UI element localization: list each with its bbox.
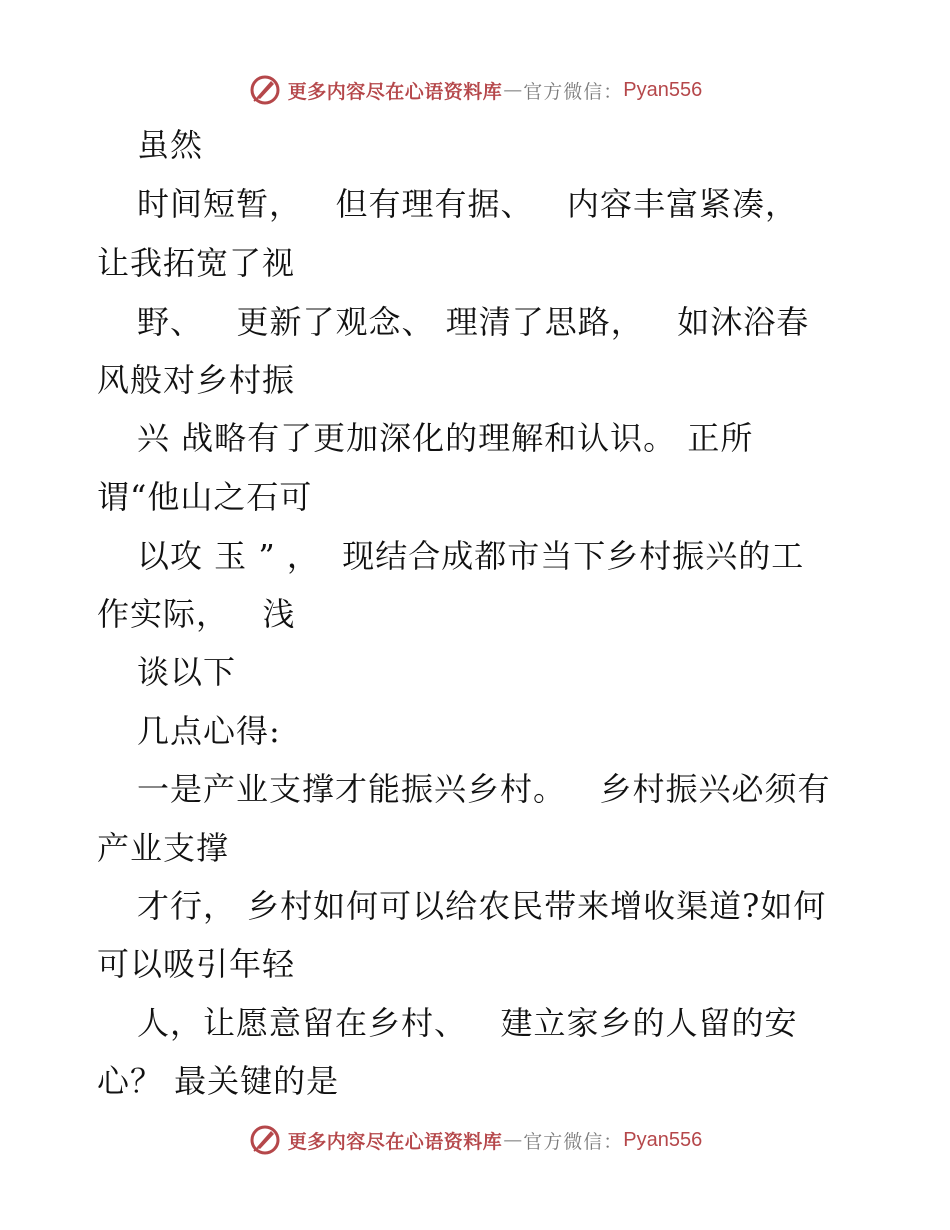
text-line: 几点心得: (137, 712, 281, 750)
text-line: 以攻 玉 ” ， 现结合成都市当下乡村振兴的工 (137, 537, 805, 575)
text-line: 人，让愿意留在乡村、 建立家乡的人留的安 (137, 1004, 798, 1042)
text-line: 谓“他山之石可 (97, 478, 313, 516)
text-line: 兴 战略有了更加深化的理解和认识。 正所 (137, 419, 754, 457)
watermark-wechat-id: Pyan556 (623, 78, 703, 101)
footer-watermark (0, 1120, 950, 1160)
text-line: 可以吸引年轻 (97, 945, 296, 983)
red-quill-seal-icon (248, 1123, 282, 1157)
watermark-dash: — (503, 79, 523, 101)
watermark-label: 官方微信： (523, 1130, 624, 1153)
watermark-wechat-id: Pyan556 (623, 1128, 703, 1151)
watermark-label: 官方微信： (523, 80, 624, 103)
text-line: 风般对乡村振 (97, 361, 296, 399)
text-line: 让我拓宽了视 (97, 244, 296, 282)
red-quill-seal-icon (248, 73, 282, 107)
watermark-group (248, 1123, 703, 1157)
watermark-site-text: 更多内容尽在心语资料库 (287, 80, 503, 103)
header-watermark (0, 70, 950, 110)
text-line: 虽然 (137, 126, 204, 164)
text-line: 时间短暂， 但有理有据、 内容丰富紧凑， (137, 185, 799, 223)
watermark-group (248, 73, 703, 107)
text-line: 一是产业支撑才能振兴乡村。 乡村振兴必须有 (137, 770, 831, 808)
watermark-site-text: 更多内容尽在心语资料库 (287, 1130, 503, 1153)
text-line: 产业支撑 (97, 829, 230, 867)
watermark-dash: — (503, 1129, 523, 1151)
text-line: 谈以下 (137, 653, 237, 691)
text-line: 才行， 乡村如何可以给农民带来增收渠道?如何 (137, 887, 827, 925)
text-line: 作实际， 浅 (97, 595, 296, 633)
text-line: 心？ 最关键的是 (97, 1062, 340, 1100)
text-line: 野、 更新了观念、 理清了思路， 如沐浴春 (137, 303, 810, 341)
